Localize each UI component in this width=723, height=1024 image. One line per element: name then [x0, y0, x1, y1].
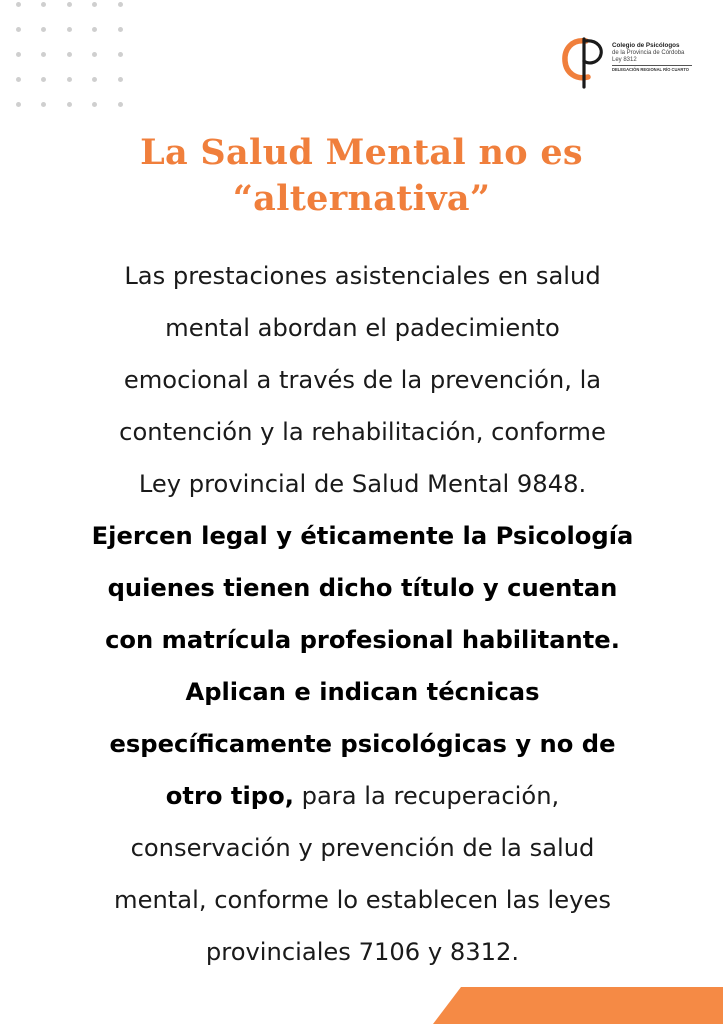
body-line: contención y la rehabilitación, conforme: [119, 418, 606, 446]
logo-delegation: DELEGACIÓN REGIONAL RÍO CUARTO: [612, 67, 689, 72]
body-paragraph: [38, 250, 687, 978]
dot: [92, 27, 97, 32]
orange-corner-decoration: [433, 987, 723, 1024]
title-line-2: “alternativa”: [232, 178, 491, 219]
dot: [16, 102, 21, 107]
body-bold-line: con matrícula profesional habilitante.: [105, 626, 620, 654]
colegio-logo: [560, 33, 690, 89]
body-bold-line: quienes tienen dicho título y cuentan: [107, 574, 618, 602]
page-title: [40, 130, 683, 222]
dot: [67, 52, 72, 57]
dot: [118, 77, 123, 82]
dot: [16, 27, 21, 32]
body-line: Las prestaciones asistenciales en salud: [124, 262, 601, 290]
dot: [41, 77, 46, 82]
body-bold-line: Ejercen legal y éticamente la Psicología: [91, 522, 634, 550]
body-mixed-line: [38, 770, 687, 822]
dot: [67, 77, 72, 82]
dot: [41, 27, 46, 32]
dot: [92, 77, 97, 82]
logo-name: Colegio de Psicólogos: [612, 42, 680, 49]
logo-province: de la Provincia de Córdoba: [612, 50, 685, 56]
dot: [118, 102, 123, 107]
cp-logo-icon: [560, 33, 608, 89]
body-line: mental, conforme lo establecen las leyes: [114, 886, 611, 914]
body-line: emocional a través de la prevención, la: [123, 366, 602, 394]
dot: [118, 27, 123, 32]
body-bold-line: Aplican e indican técnicas: [185, 678, 540, 706]
body-line: Ley provincial de Salud Mental 9848.: [138, 470, 587, 498]
dot: [41, 2, 46, 7]
body-line: conservación y prevención de la salud: [130, 834, 595, 862]
logo-text-block: [612, 42, 692, 73]
body-line: provinciales 7106 y 8312.: [205, 938, 520, 966]
dot: [67, 102, 72, 107]
dot-pattern-decoration: [16, 2, 128, 106]
body-line: mental abordan el padecimiento: [165, 314, 560, 342]
dot: [118, 2, 123, 7]
dot: [67, 27, 72, 32]
dot: [16, 77, 21, 82]
dot: [41, 52, 46, 57]
dot: [118, 52, 123, 57]
body-regular-fragment: para la recuperación,: [293, 782, 560, 810]
dot: [67, 2, 72, 7]
dot: [16, 2, 21, 7]
dot: [16, 52, 21, 57]
dot: [92, 102, 97, 107]
title-line-1: La Salud Mental no es: [140, 132, 583, 173]
logo-law: Ley 8312: [612, 57, 637, 63]
body-bold-line: específicamente psicológicas y no de: [109, 730, 616, 758]
dot: [92, 2, 97, 7]
body-bold-fragment: otro tipo,: [165, 782, 294, 810]
dot: [92, 52, 97, 57]
dot: [41, 102, 46, 107]
